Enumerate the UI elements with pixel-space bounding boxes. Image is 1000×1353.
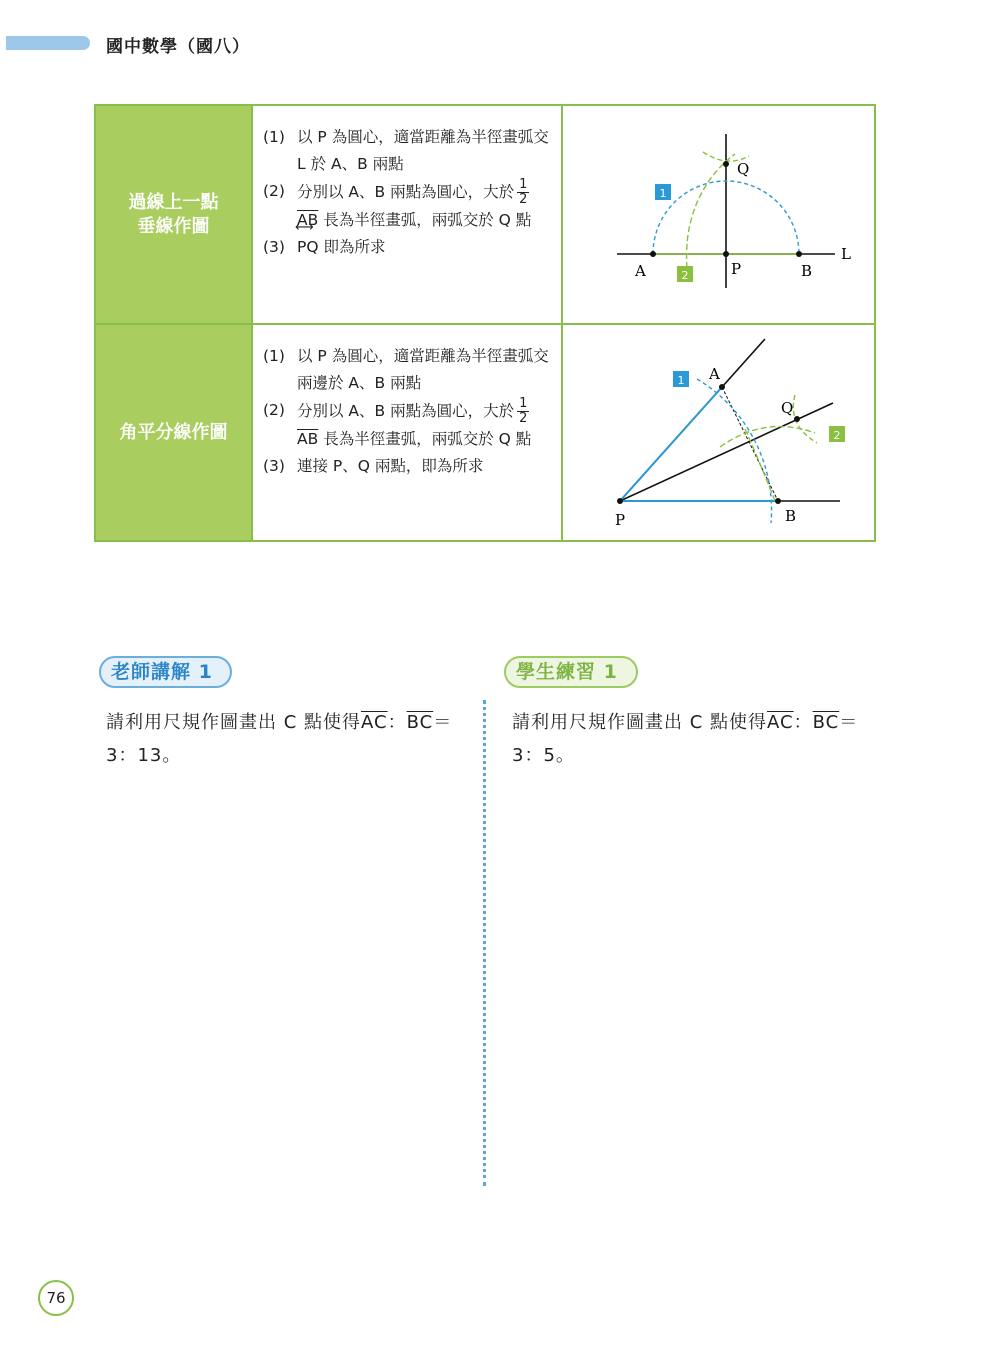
ratio-separator: ： [793,712,813,733]
point-A [650,251,656,257]
construction-steps [253,325,563,540]
fraction [517,178,529,207]
segment-label: $\overline{AB}$ [297,211,319,229]
construction-name-cell [96,106,253,323]
segment-label: $\overline{AC}$ [361,712,388,733]
construction-table [94,104,876,542]
step-item [263,234,551,261]
header-accent-bar [6,36,90,50]
bisector-figure [565,325,874,540]
badge-1-text: 1 [659,187,667,200]
point-Q [723,161,729,167]
step-text: 以 P 為圓心，適當距離為半徑畫弧交兩邊於 A、B 兩點 [297,347,549,392]
segment-label: $\overline{AC}$ [767,712,794,733]
teacher-example-label: 老師講解 1 [99,656,232,688]
label-A: A [635,262,646,280]
step-item [263,397,551,453]
segment-label: $\overline{BC}$ [406,712,434,733]
step-text: 以 P 為圓心，適當距離為半徑畫弧交 L 於 A、B 兩點 [297,128,549,173]
segment-PA [620,387,722,501]
step-number: (2) [263,182,285,200]
label-A: A [709,365,720,383]
teacher-exercise-text [106,706,476,772]
exercise-ratio: ＝ 3：13。 [106,712,453,766]
segment-label: $\overline{AB}$ [297,430,319,448]
step-number: (3) [263,238,285,256]
perpendicular-figure [565,106,874,323]
construction-name-line: 角平分線作圖 [119,421,228,443]
fraction [517,397,529,426]
step-number: (3) [263,457,285,475]
step-item [263,124,551,178]
label-P: P [615,511,626,529]
arc-2-lower [745,429,775,501]
segment-label: $\overline{BC}$ [812,712,840,733]
step-item [263,343,551,397]
step-text: 長為半徑畫弧，兩弧交於 Q 點 [323,430,532,448]
step-number: (2) [263,401,285,419]
fraction-denominator: 2 [519,411,528,426]
perpendicular-diagram [565,106,874,323]
step-text: 分別以 A、B 兩點為圓心，大於 [297,183,515,201]
book-title: 國中數學（國八） [106,37,250,57]
label-L: L [841,245,851,263]
exercise-prompt: 請利用尺規作圖畫出 C 點使得 [106,712,362,733]
construction-name-line: 垂線作圖 [137,215,210,237]
fraction-numerator: 1 [519,177,528,192]
step-number: (1) [263,347,285,365]
point-A [719,384,725,390]
exercise-ratio: ＝ 3：5。 [512,712,859,766]
step-item [263,453,551,480]
construction-name-cell [96,325,253,540]
badge-2-text: 2 [681,269,689,282]
label-Q: Q [781,399,794,417]
step-text: 長為半徑畫弧，兩弧交於 Q 點 [323,211,532,229]
student-practice-label: 學生練習 1 [504,656,638,688]
step-number: (1) [263,128,285,146]
arc-2-left [687,154,735,268]
line-label: ⟷ PQ [297,234,319,261]
segment-AB [722,387,778,501]
bisector-diagram [565,325,874,540]
student-exercise-text [512,706,882,772]
label-P: P [731,260,742,278]
label-Q: Q [737,160,750,178]
construction-row-perpendicular [96,106,874,325]
step-text: 即為所求 [323,238,386,256]
label-B: B [801,262,813,280]
point-P [723,251,729,257]
step-text: 分別以 A、B 兩點為圓心，大於 [297,402,515,420]
point-B [775,498,781,504]
badge-1-text: 1 [677,374,685,387]
construction-row-bisector [96,325,874,540]
fraction-denominator: 2 [519,192,528,207]
point-Q [794,416,800,422]
page-number: 76 [38,1280,74,1316]
ratio-separator: ： [387,712,407,733]
construction-steps [253,106,563,323]
point-B [796,251,802,257]
column-divider [483,700,486,1186]
badge-2-text: 2 [833,429,841,442]
bisector-ray-PQ [620,403,833,501]
fraction-numerator: 1 [519,396,528,411]
step-text: 連接 P、Q 兩點，即為所求 [297,457,484,475]
construction-name-line: 過線上一點 [128,191,219,213]
point-P [617,498,623,504]
label-B: B [785,507,797,525]
exercise-prompt: 請利用尺規作圖畫出 C 點使得 [512,712,768,733]
